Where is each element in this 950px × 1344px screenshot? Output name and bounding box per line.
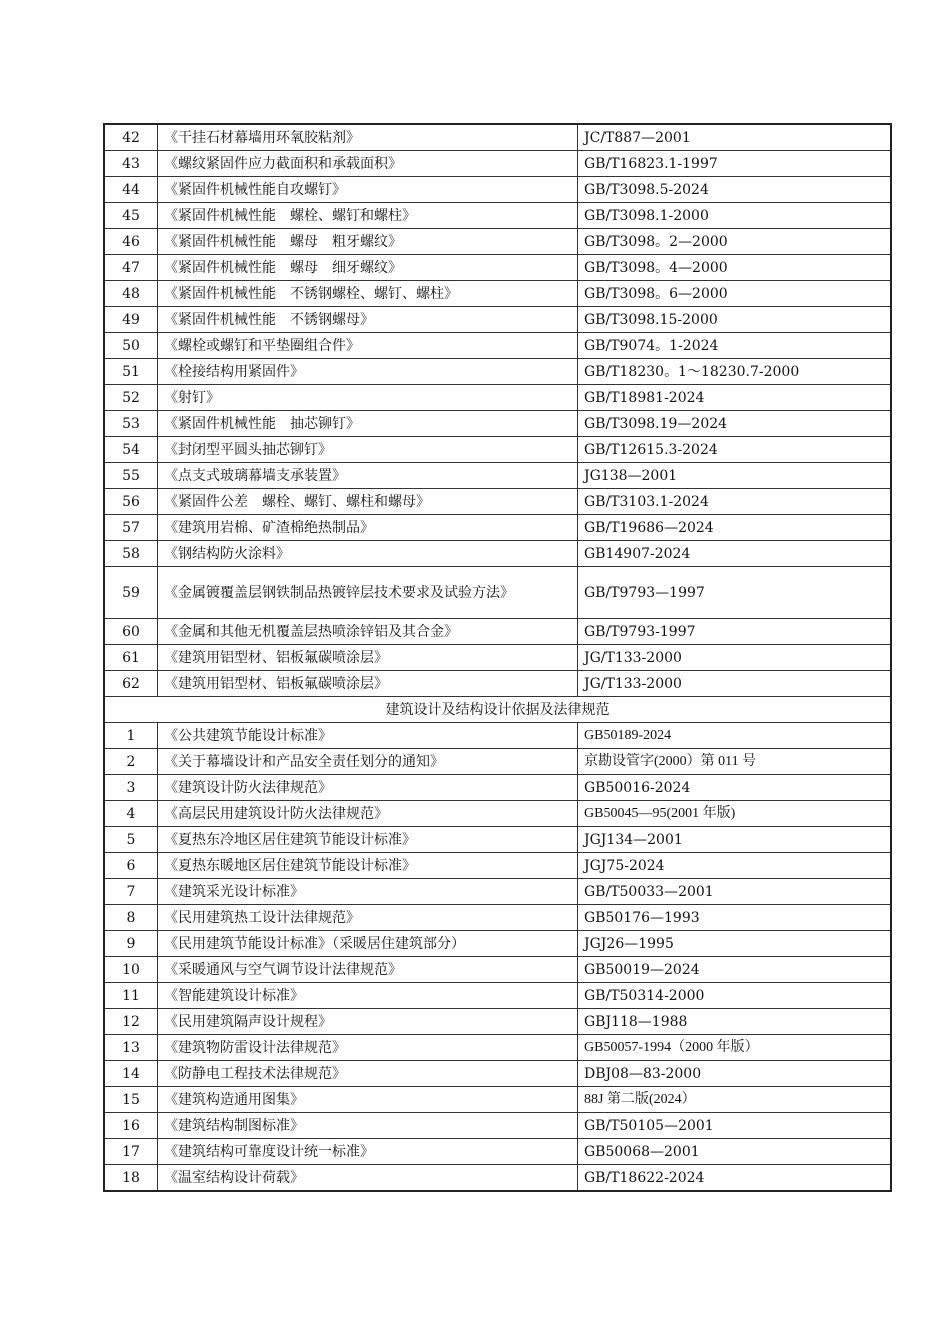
table-row xyxy=(105,775,891,801)
standard-code: GB/T9074。1-2024 xyxy=(578,333,891,359)
row-number: 61 xyxy=(105,645,158,671)
standard-name: 《建筑构造通用图集》 xyxy=(158,1087,578,1113)
standard-code: GB/T16823.1-1997 xyxy=(578,151,891,177)
row-number: 14 xyxy=(105,1061,158,1087)
standard-name: 《螺栓或螺钉和平垫圈组合件》 xyxy=(158,333,578,359)
row-number: 46 xyxy=(105,229,158,255)
standard-code: GB/T3098.19—2024 xyxy=(578,411,891,437)
row-number: 59 xyxy=(105,567,158,619)
standards-table xyxy=(104,124,891,1191)
row-number: 1 xyxy=(105,723,158,749)
standard-name: 《点支式玻璃幕墙支承装置》 xyxy=(158,463,578,489)
standard-code: GB50189-2024 xyxy=(578,723,891,749)
standard-code: GB/T12615.3-2024 xyxy=(578,437,891,463)
standard-code: JG/T133-2000 xyxy=(578,671,891,697)
table-row xyxy=(105,1139,891,1165)
standard-code: GB/T18622-2024 xyxy=(578,1165,891,1191)
standard-name: 《建筑结构制图标准》 xyxy=(158,1113,578,1139)
table-row xyxy=(105,151,891,177)
table-row xyxy=(105,801,891,827)
table-row xyxy=(105,749,891,775)
standard-code: GB/T3098.1-2000 xyxy=(578,203,891,229)
standard-name: 《民用建筑节能设计标准》（采暖居住建筑部分） xyxy=(158,931,578,957)
table-row xyxy=(105,671,891,697)
row-number: 55 xyxy=(105,463,158,489)
table-row xyxy=(105,1165,891,1191)
standard-name: 《夏热东冷地区居住建筑节能设计标准》 xyxy=(158,827,578,853)
standard-code: GB50176—1993 xyxy=(578,905,891,931)
table-row xyxy=(105,255,891,281)
standard-code: GB50068—2001 xyxy=(578,1139,891,1165)
table-row xyxy=(105,619,891,645)
table-row xyxy=(105,541,891,567)
standard-name: 《射钉》 xyxy=(158,385,578,411)
table-row xyxy=(105,281,891,307)
table-row xyxy=(105,177,891,203)
row-number: 48 xyxy=(105,281,158,307)
standard-name: 《螺纹紧固件应力截面积和承载面积》 xyxy=(158,151,578,177)
table-row xyxy=(105,905,891,931)
standard-name: 《干挂石材幕墙用环氧胶粘剂》 xyxy=(158,125,578,151)
row-number: 52 xyxy=(105,385,158,411)
standard-code: GB/T18230。1～18230.7-2000 xyxy=(578,359,891,385)
standard-name: 《钢结构防火涂料》 xyxy=(158,541,578,567)
standard-name: 《高层民用建筑设计防火法律规范》 xyxy=(158,801,578,827)
table-row xyxy=(105,1113,891,1139)
standard-name: 《紧固件机械性能 抽芯铆钉》 xyxy=(158,411,578,437)
table-row xyxy=(105,879,891,905)
table-row xyxy=(105,931,891,957)
standard-name: 《防静电工程技术法律规范》 xyxy=(158,1061,578,1087)
table-row xyxy=(105,515,891,541)
standard-code: JG138—2001 xyxy=(578,463,891,489)
table-row xyxy=(105,307,891,333)
standard-code: 88J 第二版(2024） xyxy=(578,1087,891,1113)
row-number: 3 xyxy=(105,775,158,801)
row-number: 60 xyxy=(105,619,158,645)
standard-code: GB/T9793-1997 xyxy=(578,619,891,645)
standard-name: 《建筑用铝型材、铝板氟碳喷涂层》 xyxy=(158,671,578,697)
row-number: 4 xyxy=(105,801,158,827)
standard-name: 《建筑结构可靠度设计统一标准》 xyxy=(158,1139,578,1165)
table-row xyxy=(105,1087,891,1113)
standard-code: GB/T3098.5-2024 xyxy=(578,177,891,203)
standard-code: DBJ08—83-2000 xyxy=(578,1061,891,1087)
table-row xyxy=(105,463,891,489)
standard-name: 《封闭型平圆头抽芯铆钉》 xyxy=(158,437,578,463)
standard-code: GB/T3098。6—2000 xyxy=(578,281,891,307)
row-number: 42 xyxy=(105,125,158,151)
row-number: 7 xyxy=(105,879,158,905)
standard-name: 《建筑物防雷设计法律规范》 xyxy=(158,1035,578,1061)
standard-name: 《栓接结构用紧固件》 xyxy=(158,359,578,385)
table-row xyxy=(105,827,891,853)
standard-name: 《建筑设计防火法律规范》 xyxy=(158,775,578,801)
row-number: 62 xyxy=(105,671,158,697)
standard-name: 《金属和其他无机覆盖层热喷涂锌铝及其合金》 xyxy=(158,619,578,645)
row-number: 5 xyxy=(105,827,158,853)
standard-name: 《智能建筑设计标准》 xyxy=(158,983,578,1009)
row-number: 43 xyxy=(105,151,158,177)
standard-code: GB/T9793—1997 xyxy=(578,567,891,619)
standard-code: JGJ134—2001 xyxy=(578,827,891,853)
standard-name: 《紧固件机械性能 螺母 细牙螺纹》 xyxy=(158,255,578,281)
row-number: 47 xyxy=(105,255,158,281)
row-number: 16 xyxy=(105,1113,158,1139)
standard-code: GBJ118—1988 xyxy=(578,1009,891,1035)
table-row xyxy=(105,489,891,515)
standard-name: 《紧固件机械性能自攻螺钉》 xyxy=(158,177,578,203)
standard-code: GB50016-2024 xyxy=(578,775,891,801)
standard-code: GB50019—2024 xyxy=(578,957,891,983)
table-row xyxy=(105,203,891,229)
standard-code: GB/T50314-2000 xyxy=(578,983,891,1009)
table-row xyxy=(105,983,891,1009)
row-number: 17 xyxy=(105,1139,158,1165)
table-row xyxy=(105,359,891,385)
row-number: 44 xyxy=(105,177,158,203)
standard-code: GB/T3098。4—2000 xyxy=(578,255,891,281)
standard-name: 《建筑用铝型材、铝板氟碳喷涂层》 xyxy=(158,645,578,671)
row-number: 56 xyxy=(105,489,158,515)
standard-name: 《紧固件公差 螺栓、螺钉、螺柱和螺母》 xyxy=(158,489,578,515)
standard-name: 《民用建筑热工设计法律规范》 xyxy=(158,905,578,931)
row-number: 8 xyxy=(105,905,158,931)
standard-code: JC/T887—2001 xyxy=(578,125,891,151)
table-row xyxy=(105,125,891,151)
standard-name: 《夏热东暖地区居住建筑节能设计标准》 xyxy=(158,853,578,879)
standard-name: 《民用建筑隔声设计规程》 xyxy=(158,1009,578,1035)
row-number: 15 xyxy=(105,1087,158,1113)
table-row xyxy=(105,1035,891,1061)
standard-name: 《建筑采光设计标准》 xyxy=(158,879,578,905)
row-number: 49 xyxy=(105,307,158,333)
row-number: 54 xyxy=(105,437,158,463)
row-number: 57 xyxy=(105,515,158,541)
row-number: 12 xyxy=(105,1009,158,1035)
row-number: 51 xyxy=(105,359,158,385)
table-row xyxy=(105,385,891,411)
section-title: 建筑设计及结构设计依据及法律规范 xyxy=(105,697,891,723)
standard-code: GB/T19686—2024 xyxy=(578,515,891,541)
table-row xyxy=(105,411,891,437)
standard-code: JG/T133-2000 xyxy=(578,645,891,671)
table-row xyxy=(105,1061,891,1087)
row-number: 13 xyxy=(105,1035,158,1061)
standard-name: 《紧固件机械性能 不锈钢螺母》 xyxy=(158,307,578,333)
standard-code: JGJ75-2024 xyxy=(578,853,891,879)
standard-name: 《金属镀覆盖层钢铁制品热镀锌层技术要求及试验方法》 xyxy=(158,567,578,619)
standard-code: GB/T50033—2001 xyxy=(578,879,891,905)
table-row xyxy=(105,1009,891,1035)
row-number: 58 xyxy=(105,541,158,567)
row-number: 53 xyxy=(105,411,158,437)
standard-code: GB/T3098.15-2000 xyxy=(578,307,891,333)
table-row xyxy=(105,853,891,879)
row-number: 50 xyxy=(105,333,158,359)
table-row xyxy=(105,645,891,671)
standard-name: 《采暖通风与空气调节设计法律规范》 xyxy=(158,957,578,983)
table-row xyxy=(105,437,891,463)
table-row xyxy=(105,333,891,359)
row-number: 9 xyxy=(105,931,158,957)
standard-name: 《公共建筑节能设计标准》 xyxy=(158,723,578,749)
standard-name: 《紧固件机械性能 不锈钢螺栓、螺钉、螺柱》 xyxy=(158,281,578,307)
standards-table-body xyxy=(105,125,891,1191)
standard-code: GB/T18981-2024 xyxy=(578,385,891,411)
table-row xyxy=(105,567,891,619)
standard-name: 《温室结构设计荷载》 xyxy=(158,1165,578,1191)
row-number: 6 xyxy=(105,853,158,879)
standard-name: 《紧固件机械性能 螺母 粗牙螺纹》 xyxy=(158,229,578,255)
standard-code: GB/T3098。2—2000 xyxy=(578,229,891,255)
standard-code: GB/T50105—2001 xyxy=(578,1113,891,1139)
row-number: 10 xyxy=(105,957,158,983)
standard-code: JGJ26—1995 xyxy=(578,931,891,957)
table-row xyxy=(105,229,891,255)
row-number: 11 xyxy=(105,983,158,1009)
standard-name: 《紧固件机械性能 螺栓、螺钉和螺柱》 xyxy=(158,203,578,229)
standard-name: 《建筑用岩棉、矿渣棉绝热制品》 xyxy=(158,515,578,541)
standard-code: GB/T3103.1-2024 xyxy=(578,489,891,515)
table-row xyxy=(105,957,891,983)
row-number: 45 xyxy=(105,203,158,229)
row-number: 18 xyxy=(105,1165,158,1191)
section-header-row xyxy=(105,697,891,723)
standard-code: 京勘设管字(2000）第 011 号 xyxy=(578,749,891,775)
table-row xyxy=(105,723,891,749)
standard-code: GB50045—95(2001 年版) xyxy=(578,801,891,827)
standard-code: GB50057-1994（2000 年版） xyxy=(578,1035,891,1061)
standard-code: GB14907-2024 xyxy=(578,541,891,567)
row-number: 2 xyxy=(105,749,158,775)
standard-name: 《关于幕墙设计和产品安全责任划分的通知》 xyxy=(158,749,578,775)
